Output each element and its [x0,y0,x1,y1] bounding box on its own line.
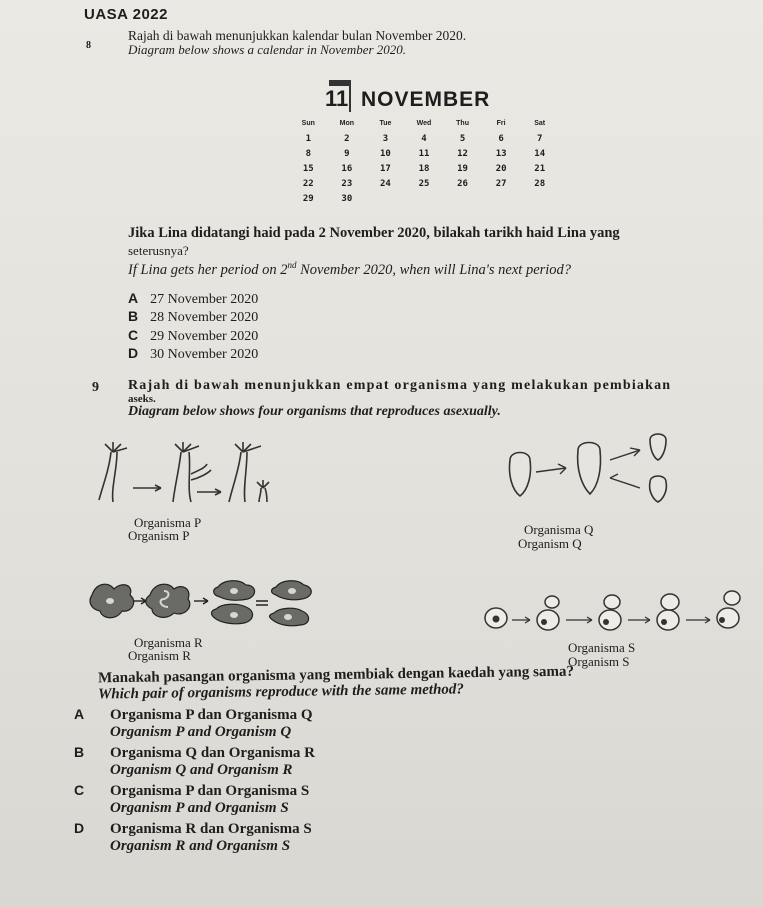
question-9-option-d[interactable] [74,820,312,855]
question-8-option-d[interactable] [128,345,258,363]
question-8-option-b[interactable] [128,308,258,326]
calendar-week-row [289,191,559,206]
calendar-divider [349,86,351,112]
option-letter: B [74,744,85,760]
calendar-day: 22 [302,178,314,189]
calendar-day: 26 [457,178,468,189]
prompt-en-part1: If Lina gets her period on 2 [128,261,288,278]
calendar-day: 10 [380,148,391,159]
organism-p-diagram [95,440,290,520]
calendar-month-name: NOVEMBER [361,88,491,111]
calendar-day: 6 [498,133,504,144]
option-letter: C [74,782,85,798]
calendar-day: 2 [344,133,350,144]
question-9-prompt-en: Which pair of organisms reproduce with the same method? [97,681,464,703]
organism-r-label-ms: Organisma R [134,635,203,650]
question-8-prompt-en [128,260,571,279]
question-9-text-en: Diagram below shows four organisms that reproduces asexually. [128,404,501,419]
option-letter: A [74,706,85,722]
calendar-grid [289,116,559,206]
question-9-text-ms-line2: aseks. [128,393,156,405]
option-text-en: Organism P and Organism Q [110,724,292,740]
calendar-day: 20 [495,163,507,174]
weekday-label: Fri [496,120,506,127]
organism-r-diagram [88,575,338,635]
organism-p-label-ms: Organisma P [134,515,202,530]
weekday-label: Sat [534,120,546,127]
option-text-en: Organism R and Organism S [110,838,291,854]
weekday-label: Thu [456,120,469,127]
option-text-ms: Organisma P dan Organisma S [110,783,310,799]
option-text: 27 November 2020 [150,292,259,307]
calendar-day: 23 [341,178,353,189]
option-letter: C [128,327,139,343]
option-text-ms: Organisma Q dan Organisma R [110,745,316,761]
calendar-weekday-row [289,116,559,131]
option-letter: D [128,345,139,361]
calendar-day: 25 [418,178,430,189]
weekday-label: Sun [301,120,315,127]
question-8-prompt-ms-line2: seterusnya? [128,243,189,258]
question-9-option-b[interactable] [74,744,315,779]
organism-s-label-ms: Organisma S [568,640,636,655]
option-text-en: Organism P and Organism S [110,800,289,816]
organism-s-label-en: Organism S [568,654,630,669]
question-9-number: 9 [92,380,99,395]
calendar-day: 30 [341,193,353,204]
calendar-day: 14 [534,148,546,159]
question-8-text-en: Diagram below shows a calendar in November 2020. [128,42,407,57]
calendar-week-row [289,176,559,191]
calendar-day: 9 [344,148,350,159]
calendar-day: 11 [418,148,430,159]
calendar-week-row [289,131,559,146]
option-text-ms: Organisma R dan Organisma S [110,821,312,837]
question-8-text-ms: Rajah di bawah menunjukkan kalendar bulan November 2020. [128,28,467,43]
option-text: 30 November 2020 [150,347,259,362]
calendar-day: 19 [457,163,468,174]
calendar-day: 12 [457,148,468,159]
option-text-ms: Organisma P dan Organisma Q [110,707,313,723]
calendar-day: 8 [305,148,311,159]
question-8-option-a[interactable] [128,290,258,308]
calendar-month-number: 11 [325,86,349,111]
calendar-day: 4 [421,133,427,144]
organism-s-diagram [482,588,744,638]
question-9-prompt-ms: Manakah pasangan organisma yang membiak dengan kaedah yang sama? [97,663,575,687]
organism-p-label-en: Organism P [128,528,190,543]
organism-r-label-en: Organism R [128,648,191,663]
calendar-day: 29 [302,193,314,204]
prompt-en-superscript: nd [287,260,297,270]
option-letter: D [74,820,85,836]
calendar-week-row [289,146,559,161]
calendar-week-row [289,161,559,176]
weekday-label: Wed [416,120,432,127]
calendar-day: 5 [459,133,466,144]
option-letter: A [128,290,139,306]
calendar-day: 17 [380,163,391,174]
calendar-day: 7 [537,133,543,144]
calendar-day: 18 [418,163,430,174]
calendar-day: 16 [341,163,353,174]
option-text-en: Organism Q and Organism R [110,762,293,778]
calendar-day: 28 [534,178,546,189]
calendar-day: 3 [382,133,389,144]
calendar-day: 21 [534,163,546,174]
calendar-day: 27 [495,178,507,189]
option-text: 29 November 2020 [150,329,259,344]
calendar-day: 13 [495,148,507,159]
question-8-option-c[interactable] [128,327,258,345]
organism-q-label-ms: Organisma Q [524,522,594,537]
calendar-day: 1 [305,133,311,144]
question-9-option-a[interactable] [74,706,313,741]
calendar-day: 24 [380,178,391,189]
option-letter: B [128,308,139,324]
weekday-label: Tue [379,120,392,127]
organism-q-diagram [500,430,680,510]
question-9-text-ms-line1: Rajah di bawah menunjukkan empat organisma yang melakukan pembiakan [128,378,672,393]
weekday-label: Mon [339,120,355,127]
question-9-option-c[interactable] [74,782,309,817]
question-8-prompt-ms-line1: Jika Lina didatangi haid pada 2 November 2020, bilakah tarikh haid Lina yang [128,225,620,241]
calendar-day: 15 [302,163,314,174]
question-8-bullet: 8 [86,40,91,51]
organism-q-label-en: Organism Q [518,536,582,551]
exam-header: UASA 2022 [84,6,168,23]
prompt-en-part2: November 2020, when will Lina's next period? [296,261,572,278]
calendar [283,82,563,222]
option-text: 28 November 2020 [150,310,259,325]
